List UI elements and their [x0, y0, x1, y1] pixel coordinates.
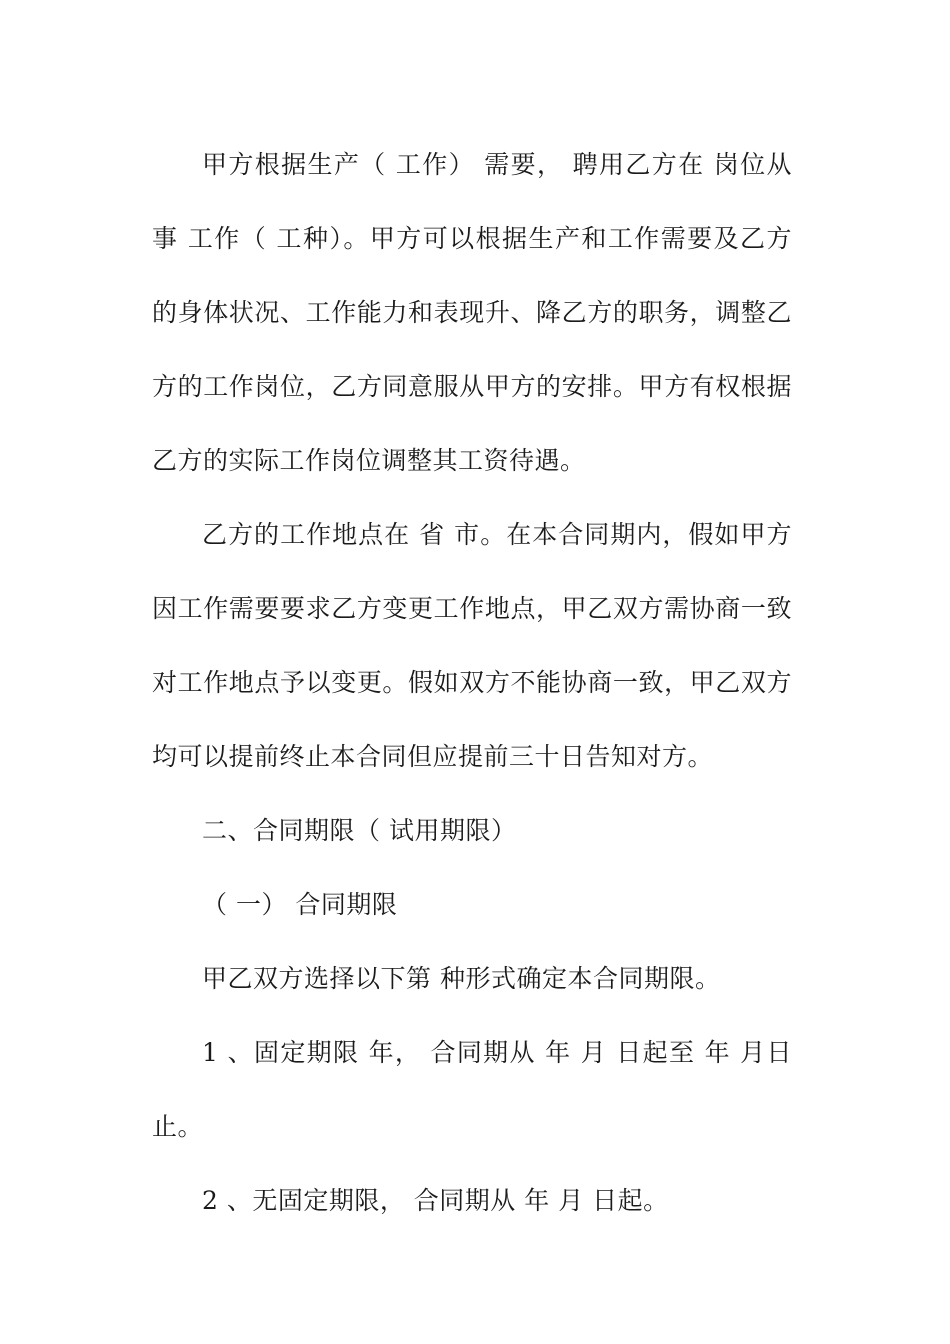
- paragraph-term-selection: 甲乙双方选择以下第 种形式确定本合同期限。: [202, 964, 721, 993]
- section-heading-contract-term: 二、合同期限（ 试用期限）: [202, 816, 517, 845]
- list-item-open-ended-term: 2 、无固定期限， 合同期从 年 月 日起。: [202, 1186, 669, 1215]
- list-item-fixed-term: 1 、固定期限 年， 合同期从 年 月 日起至 年 月日止。: [152, 1038, 792, 1141]
- paragraph-work-location: 乙方的工作地点在 省 市。在本合同期内，假如甲方因工作需要要求乙方变更工作地点，甲乙双方需协商一致对工作地点予以变更。假如双方不能协商一致，甲乙双方均可以提前终止本合同但应提前三十日告知对方。: [152, 520, 792, 771]
- subsection-heading-contract-term: （ 一） 合同期限: [202, 890, 398, 919]
- document-body: [152, 128, 792, 1238]
- paragraph-job-position: 甲方根据生产（ 工作） 需要， 聘用乙方在 岗位从事 工作（ 工种）。甲方可以根据生产和工作需要及乙方的身体状况、工作能力和表现升、降乙方的职务，调整乙方的工作岗位，乙方同意服从甲方的安排。甲方有权根据乙方的实际工作岗位调整其工资待遇。: [152, 150, 792, 475]
